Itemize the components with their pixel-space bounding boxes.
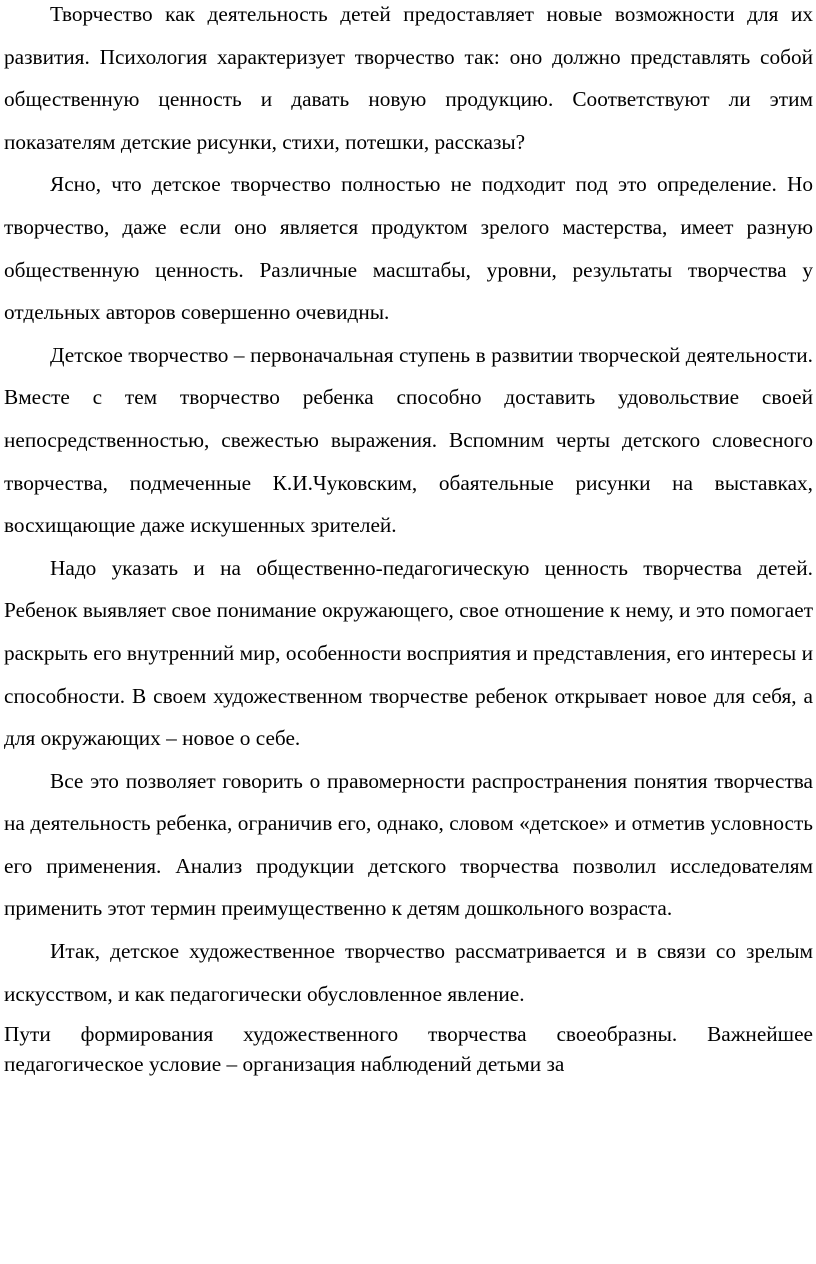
paragraph-3: Детское творчество – первоначальная ступень в развитии творческой деятельности. Вместе с тем творчество ребенка способно доставить удовольствие своей непосредственностью, свежестью выражения. Вспомним черты детского словесного творчества, подмеченные К.И.Чуковским, обаятельные рисунки на выставках, восхищающие даже искушенных зрителей. xyxy=(4,342,813,538)
paragraph-4: Надо указать и на общественно-педагогическую ценность творчества детей. Ребенок выявляет свое понимание окружающего, свое отношение к нему, и это помогает раскрыть его внутренний мир, особенности восприятия и представления, его интересы и способности. В своем художественном творчестве ребенок открывает новое для себя, а для окружающих – новое о себе. xyxy=(4,555,813,751)
paragraph-6: Итак, детское художественное творчество рассматривается и в связи со зрелым искусством, и как педагогически обусловленное явление. xyxy=(4,939,813,1006)
paragraph-1: Творчество как деятельность детей предоставляет новые возможности для их развития. Психология характеризует творчество так: оно должно представлять собой общественную ценность и давать новую продукцию. Соответствуют ли этим показателям детские рисунки, стихи, потешки, рассказы? xyxy=(4,2,813,154)
paragraph-2: Ясно, что детское творчество полностью не подходит под это определение. Но творчество, даже если оно является продуктом зрелого мастерства, имеет разную общественную ценность. Различные масштабы, уровни, результаты творчества у отдельных авторов совершенно очевидны. xyxy=(4,172,813,325)
paragraph-5: Все это позволяет говорить о правомерности распространения понятия творчества на деятельность ребенка, ограничив его, однако, словом «детское» и отметив условность его применения. Анализ продукции детского творчества позволил исследователям применить этот термин преимущественно к детям дошкольного возраста. xyxy=(4,768,813,921)
paragraph-7: Пути формирования художественного творчества своеобразны. Важнейшее педагогическое условие – организация наблюдений детьми за xyxy=(4,1022,813,1077)
